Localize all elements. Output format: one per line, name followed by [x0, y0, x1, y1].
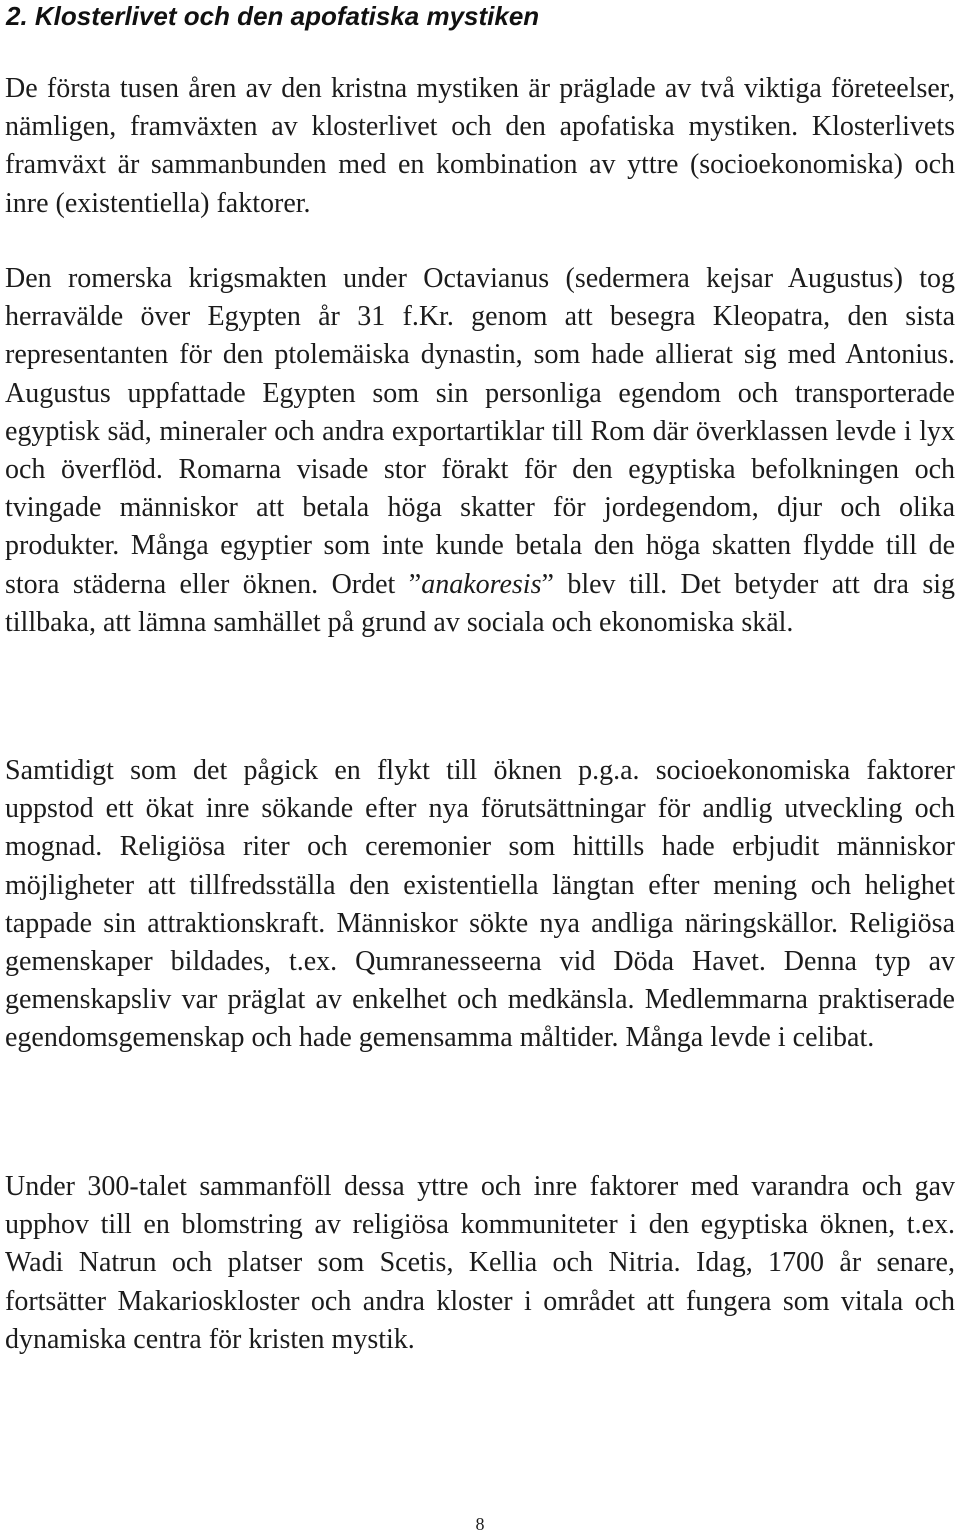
- paragraph-inner-search: Samtidigt som det pågick en flykt till öknen p.g.a. socioekonomiska faktorer uppstod ett ökat inre sökande efter nya förutsättningar för andlig utveckling och mognad. Religiösa riter och ceremonier som hittills hade erbjudit människor möjligheter att tillfredsställa den existentiella längtan efter mening och helighet tappade sin attraktionskraft. Människor sökte nya andliga näringskällor. Religiösa gemenskaper bildades, t.ex. Qumranesseerna vid Döda Havet. Denna typ av gemenskapsliv var präglat av enkelhet och medkänsla. Medlemmarna praktiserade egendomsgemenskap och hade gemensamma måltider. Många levde i celibat.: [5, 755, 955, 1054]
- term-anakoresis: anakoresis: [421, 568, 542, 600]
- paragraph-roman-egypt: [5, 260, 955, 642]
- paragraph-roman-egypt-text-end: ” blev till. Det betyder att dra sig tillbaka, att lämna samhället på grund av sociala och ekonomiska skäl.: [5, 568, 955, 638]
- paragraph-monastic-flourishing: Under 300-talet sammanföll dessa yttre och inre faktorer med varandra och gav upphov till en blomstring av religiösa kommuniteter i den egyptiska öknen, t.ex. Wadi Natrun och platser som Scetis, Kellia och Nitria. Idag, 1700 år senare, fortsätter Makarioskloster och andra kloster i området att fungera som vitala och dynamiska centra för kristen mystik.: [5, 1171, 955, 1355]
- section-heading: 2. Klosterlivet och den apofatiska mystiken: [6, 1, 540, 31]
- page-number: 8: [475, 1514, 485, 1534]
- paragraph-roman-egypt-text-start: Den romerska krigsmakten under Octavianus (sedermera kejsar Augustus) tog herravälde över Egypten år 31 f.Kr. genom att besegra Kleopatra, den sista representanten för den ptolemäiska dynastin, som hade allierat sig med Antonius. Augustus uppfattade Egypten som sin personliga egendom och transporterade egyptisk säd, mineraler och andra exportartiklar till Rom där överklassen levde i lyx och överflöd. Romarna visade stor förakt för den egyptiska befolkningen och tvingade människor att betala höga skatter för jordegendom, djur och olika produkter. Många egyptier som inte kunde betala den höga skatten flydde till de stora städerna eller öknen. Ordet ”: [5, 263, 955, 600]
- paragraph-intro: De första tusen åren av den kristna mystiken är präglade av två viktiga företeelser, nämligen, framväxten av klosterlivet och den apofatiska mystiken. Klosterlivets framväxt är sammanbunden med en kombination av yttre (socioekonomiska) och inre (existentiella) faktorer.: [5, 73, 955, 219]
